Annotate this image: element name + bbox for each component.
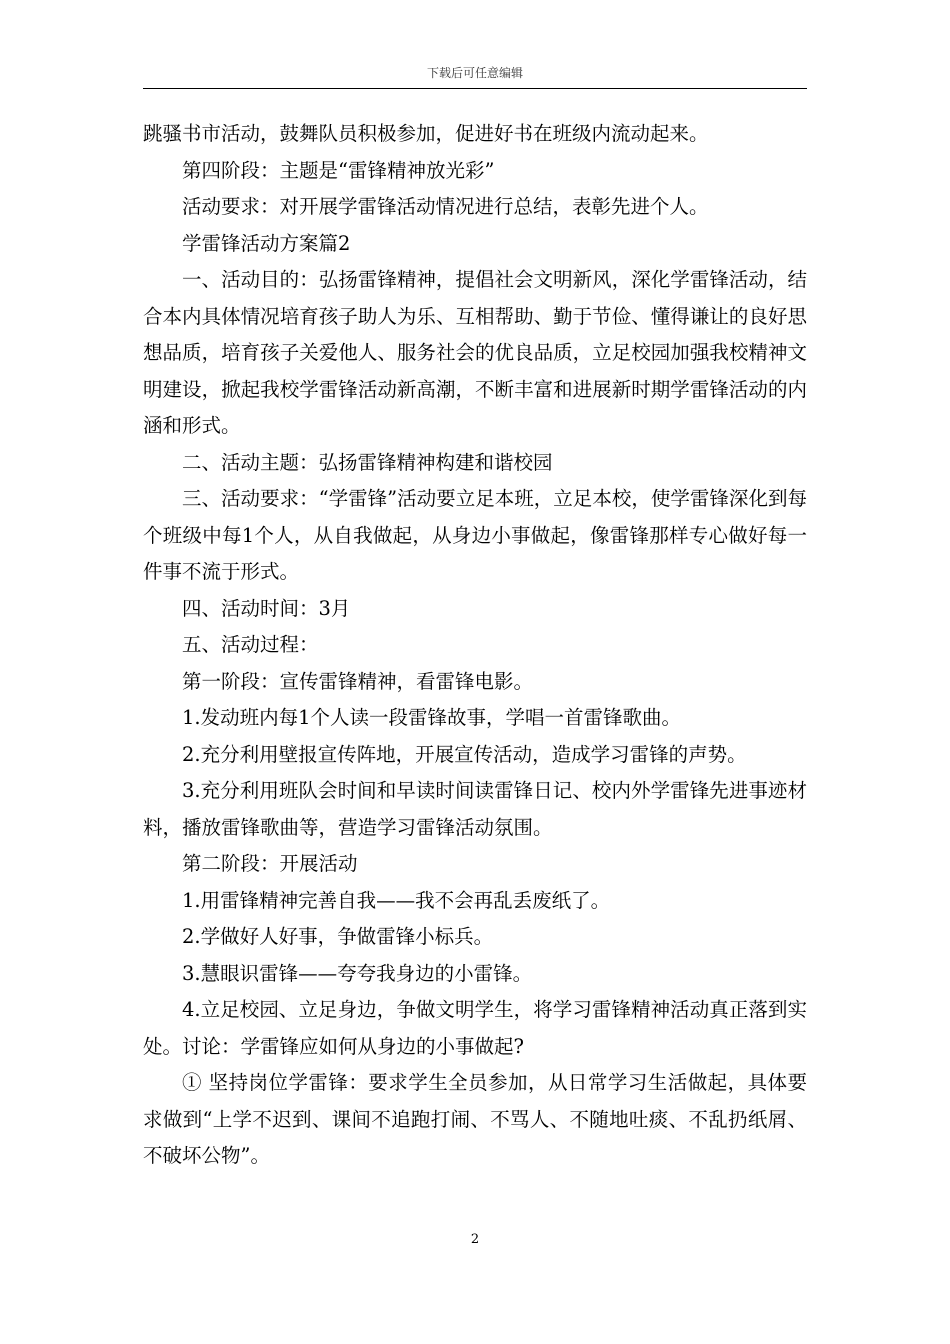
paragraph: 第二阶段：开展活动 bbox=[182, 852, 358, 875]
page-number: 2 bbox=[470, 1232, 480, 1247]
paragraph: 一、活动目的：弘扬雷锋精神，提倡社会文明新风，深化学雷锋活动，结合本内具体情况培育孩子助人为乐、互相帮助、勤于节俭、懂得谦让的良好思想品质，培育孩子关爱他人、服务社会的优良品质，立足校园加强我校精神文明建设，掀起我校学雷锋活动新高潮，不断丰富和进展新时期学雷锋活动的内涵和形式。 bbox=[143, 268, 807, 437]
list-item: 3.慧眼识雷锋——夸夸我身边的小雷锋。 bbox=[182, 961, 533, 985]
list-item: 1.发动班内每1个人读一段雷锋故事，学唱一首雷锋歌曲。 bbox=[182, 706, 682, 729]
list-item: 2.充分利用壁报宣传阵地，开展宣传活动，造成学习雷锋的声势。 bbox=[182, 742, 747, 766]
paragraph: 活动要求：对开展学雷锋活动情况进行总结，表彰先进个人。 bbox=[182, 195, 709, 218]
paragraph: 第一阶段：宣传雷锋精神，看雷锋电影。 bbox=[182, 669, 534, 693]
paragraph: 二、活动主题：弘扬雷锋精神构建和谐校园 bbox=[182, 450, 553, 474]
list-item: 2.学做好人好事，争做雷锋小标兵。 bbox=[182, 925, 494, 948]
paragraph: 三、活动要求：“学雷锋”活动要立足本班，立足本校，使学雷锋深化到每个班级中每1个人，从自我做起，从身边小事做起，像雷锋那样专心做好每一件事不流于形式。 bbox=[143, 487, 807, 583]
page-header: 下载后可任意编辑 bbox=[426, 66, 523, 80]
paragraph: 跳骚书市活动，鼓舞队员积极参加，促进好书在班级内流动起来。 bbox=[143, 122, 709, 145]
paragraph: 四、活动时间：3月 bbox=[182, 596, 351, 620]
paragraph: 第四阶段：主题是“雷锋精神放光彩” bbox=[182, 158, 495, 182]
paragraph: 五、活动过程： bbox=[182, 633, 319, 656]
list-item: 4.立足校园、立足身边，争做文明学生，将学习雷锋精神活动真正落到实处。讨论：学雷锋应如何从身边的小事做起? bbox=[143, 998, 807, 1058]
section-heading: 学雷锋活动方案篇2 bbox=[182, 231, 351, 255]
document-body bbox=[143, 116, 807, 1175]
list-item: ① 坚持岗位学雷锋：要求学生全员参加，从日常学习生活做起，具体要求做到“上学不迟到、课间不追跑打闹、不骂人、不随地吐痰、不乱扔纸屑、不破坏公物”。 bbox=[143, 1071, 807, 1167]
header-divider bbox=[143, 88, 807, 89]
list-item: 3.充分利用班队会时间和早读时间读雷锋日记、校内外学雷锋先进事迹材料，播放雷锋歌曲等，营造学习雷锋活动氛围。 bbox=[143, 779, 807, 839]
list-item: 1.用雷锋精神完善自我——我不会再乱丢废纸了。 bbox=[182, 888, 611, 912]
